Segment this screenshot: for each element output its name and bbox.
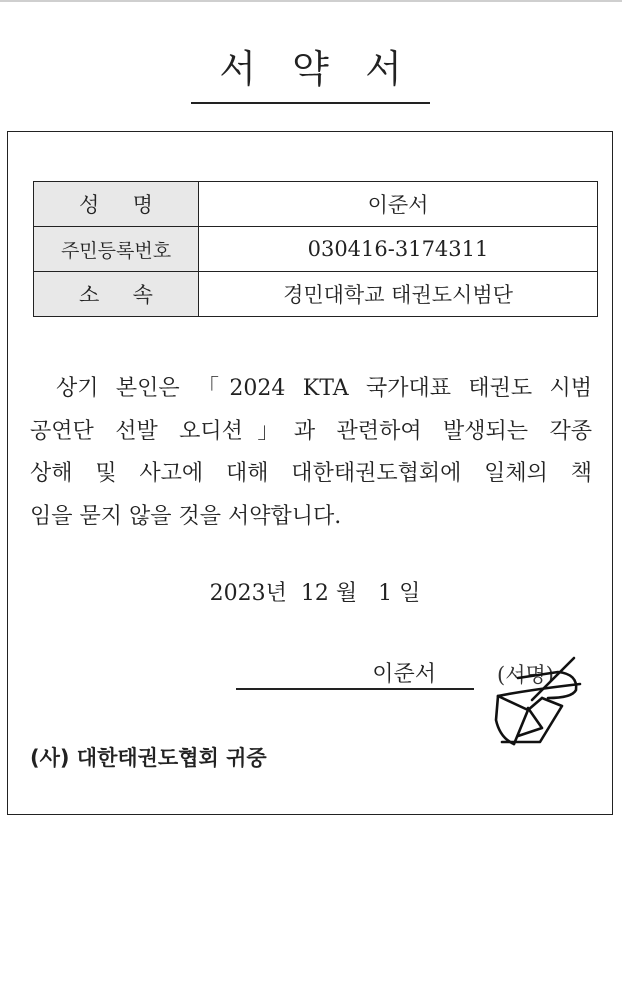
affiliation-value: 경민대학교 태권도시범단 <box>199 272 598 317</box>
name-value: 이준서 <box>199 182 598 227</box>
seal-label: (서명) <box>497 663 554 687</box>
pledge-line: 공연단 선발 오디션」과 관련하여 발생되는 각종 <box>30 418 592 444</box>
affiliation-label: 소 속 <box>34 272 199 317</box>
id-number-label: 주민등록번호 <box>34 227 199 272</box>
signer-name: 이준서 <box>372 662 436 687</box>
table-row <box>34 182 598 227</box>
handwritten-signature <box>488 650 588 750</box>
addressee-organization: (사) 대한태권도협회 귀중 <box>30 746 267 770</box>
title-underline <box>191 102 430 104</box>
signature-underline <box>236 688 474 690</box>
name-label: 성 명 <box>34 182 199 227</box>
top-border <box>0 0 622 2</box>
table-row <box>34 227 598 272</box>
document-title: 서 약 서 <box>219 47 402 91</box>
pledge-line: 임을 묻지 않을 것을 서약합니다. <box>30 503 342 529</box>
id-number-value: 030416-3174311 <box>199 227 598 272</box>
personal-info-table <box>33 181 598 317</box>
table-row <box>34 272 598 317</box>
pledge-body <box>30 368 592 538</box>
pledge-line: 상해 및 사고에 대해 대한태권도협회에 일체의 책 <box>30 461 592 486</box>
pledge-line: 상기 본인은 「2024 KTA 국가대표 태권도 시범 <box>56 376 592 401</box>
pledge-date: 2023년 12 월 1 일 <box>209 581 421 606</box>
